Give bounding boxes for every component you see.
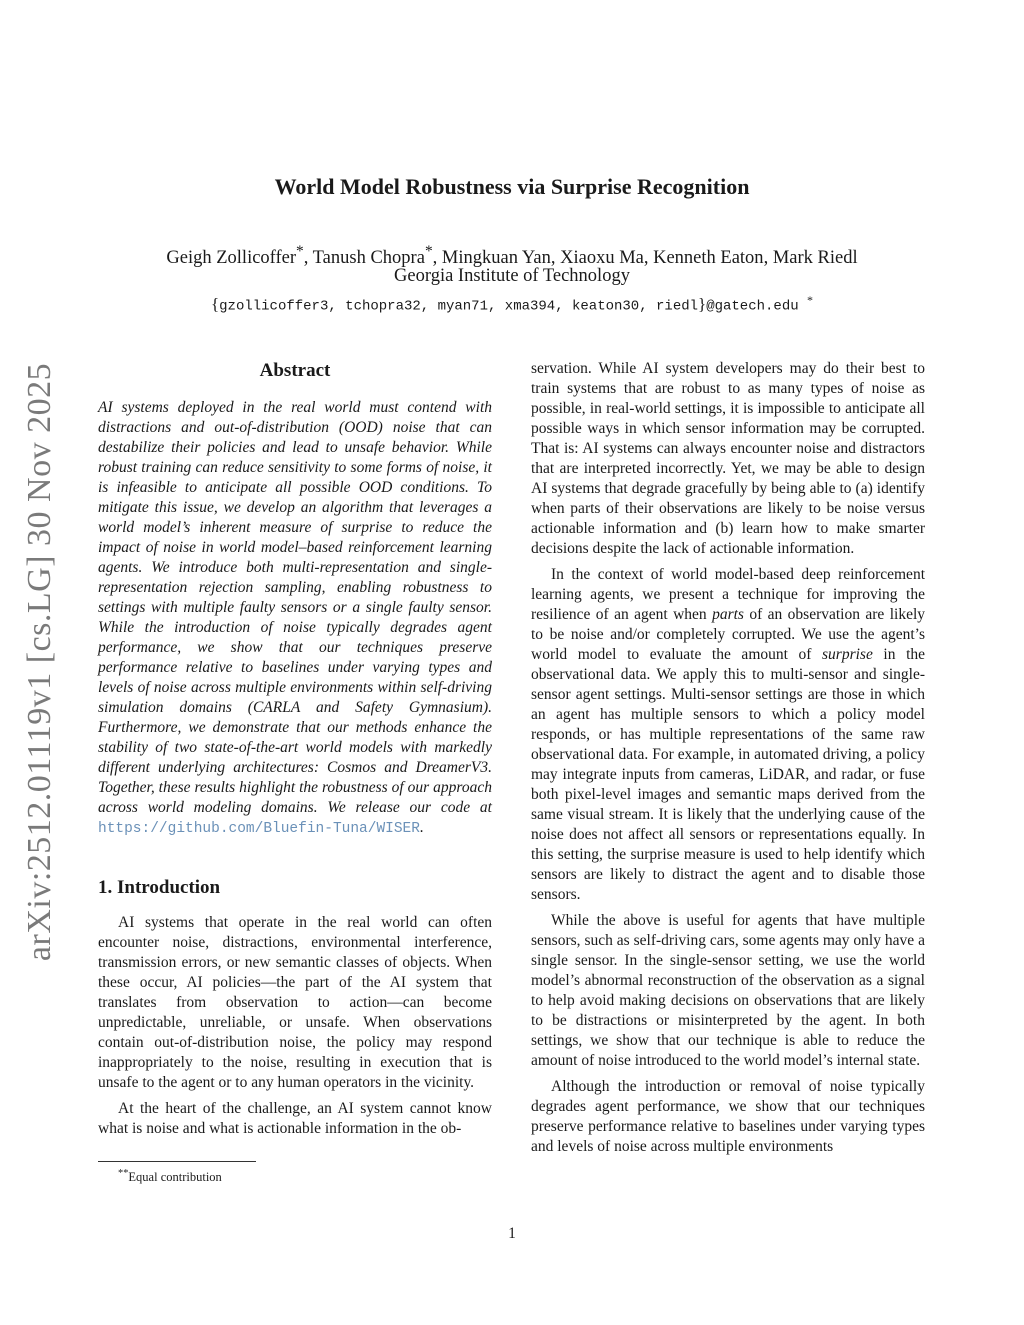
- author-name: Geigh Zollicoffer: [166, 248, 297, 269]
- intro-paragraph-2-continued: servation. While AI system developers may do their best to train systems that are robust to as many types of noise as possible, in real-world settings, it is impossible to anticipate all possible ways in which sensor information may be corrupted. That is: AI systems can always encounter noise and distractors that are interpreted incorrectly. Yet, we may be able to design AI systems that degrade gracefully by being able to (a) identify when parts of their observations are likely to be noise versus actionable information and (b) learn how to make smarter decisions despite the lack of actionable information.: [531, 360, 925, 557]
- author-name: Xiaoxu Ma: [560, 248, 644, 269]
- author-name: Mingkuan Yan: [441, 248, 551, 269]
- intro-paragraph-3: [531, 565, 925, 905]
- abstract-heading: Abstract: [259, 360, 331, 381]
- footnote: [118, 1166, 492, 1185]
- email-close-brace: }: [698, 294, 707, 314]
- email-open-brace: {: [210, 294, 220, 314]
- emphasis-surprise: surprise: [822, 646, 873, 663]
- affiliation: Georgia Institute of Technology: [394, 266, 630, 286]
- author-emails: [0, 290, 1024, 317]
- author-mark: *: [296, 243, 304, 260]
- intro-paragraph-5: Although the introduction or removal of noise typically degrades agent performance, we show that our techniques preserve performance relative to baselines under varying types and levels of noise across multiple environments: [531, 1078, 925, 1155]
- intro-paragraph-3-part-c: in the observational data. We apply this to multi-sensor and single-sensor agent settings. Multi-sensor settings are those in which an agent has multiple sensors to which a policy model responds, or has multiple representations of the same raw observational data. For example, in automated driving, a policy may integrate inputs from cameras, LiDAR, and radar, or fuse both pixel-level images and semantic maps derived from the same visual stream. It is likely that the underlying cause of the noise does not affect all sensors or representations equally. In this setting, the surprise measure is used to help identify which sensors are likely to distract the agent and to disable those sensors.: [531, 646, 925, 903]
- intro-paragraph-3-part-b: of an observation are likely to be noise and/or completely corrupted. We use the agent’s world model to evaluate the amount of: [531, 606, 926, 663]
- intro-paragraph-3-part-a: In the context of world model-based deep reinforcement learning agents, we present a technique for improving the resilience of an agent when: [531, 566, 925, 623]
- footnote-mark: **: [118, 1168, 129, 1179]
- emphasis-parts: parts: [712, 606, 744, 623]
- abstract-end: .: [419, 819, 424, 836]
- email-user-list: gzollicoffer3, tchopra32, myan71, xma394, keaton30, riedl: [219, 298, 699, 315]
- abstract-text: [98, 398, 492, 839]
- right-column: [531, 359, 925, 1157]
- author-mark: *: [424, 243, 433, 260]
- arxiv-identifier-stamp: arXiv:2512.01119v1 [cs.LG] 30 Nov 2025: [21, 362, 58, 962]
- author-name: Kenneth Eaton: [653, 248, 764, 269]
- intro-paragraph-2: At the heart of the challenge, an AI system cannot know what is noise and what is actionable information in the ob-: [98, 1100, 492, 1137]
- left-column: [98, 358, 492, 1185]
- introduction-heading: 1. Introduction: [98, 877, 221, 898]
- code-repository-link[interactable]: https://github.com/Bluefin-Tuna/WISER: [98, 821, 420, 837]
- abstract-body: AI systems deployed in the real world must contend with distractions and out-of-distribution (OOD) noise that can destabilize their policies and lead to unsafe behavior. While robust training can reduce sensitivity to some forms of noise, it is infeasible to anticipate all possible OOD conditions. To mitigate this issue, we develop an algorithm that leverages a world model’s inherent measure of surprise to reduce the impact of noise in world model–based reinforcement learning agents. We introduce both multi-representation and single-representation rejection sampling, enabling robustness to settings with multiple faulty sensors or a single faulty sensor. While the introduction of noise typically degrades agent performance, we show that our techniques preserve performance relative to baselines under varying types and levels of noise across multiple environments within self-driving simulation domains (CARLA and Safety Gymnasium). Furthermore, we demonstrate that our methods enhance the stability of two state-of-the-art world models with markedly different underlying architectures: Cosmos and DreamerV3. Together, these results highlight the robustness of our approach across world modeling domains. We release our code at: [98, 399, 492, 816]
- author-name: Tanush Chopra: [312, 248, 425, 269]
- author-list: Geigh Zollicoffer*, Tanush Chopra*, Mingkuan Yan, Xiaoxu Ma, Kenneth Eaton, Mark Riedl: [166, 243, 858, 269]
- intro-paragraph-4: While the above is useful for agents that have multiple sensors, such as self-driving cars, some agents may only have a single sensor. In the single-sensor setting, we use the world model’s abnormal reconstruction of the observation as a signal to help avoid making decisions on observations that are likely to be distractions or misinterpreted by the agent. In both settings, we show that our technique is able to reduce the amount of noise introduced to the world model’s internal state.: [531, 912, 925, 1069]
- email-domain: @gatech.edu: [706, 298, 799, 315]
- page-number: 1: [508, 1225, 516, 1242]
- footnote-divider: [98, 1161, 256, 1162]
- footnote-text: Equal contribution: [128, 1170, 222, 1185]
- intro-paragraph-1: AI systems that operate in the real world can often encounter noise, distractions, environmental interference, transmission errors, or new semantic classes of objects. When these occur, AI policies—the part of the AI system that translates from observation to action—can become unpredictable, unreliable, or unsafe. When observations contain out-of-distribution noise, the policy may respond inappropriately to the noise, resulting in execution that is unsafe to the agent or to any human operators in the vicinity.: [98, 914, 492, 1091]
- paper-title: World Model Robustness via Surprise Recognition: [274, 174, 750, 199]
- author-name: Mark Riedl: [772, 248, 858, 269]
- email-mark: *: [807, 293, 814, 307]
